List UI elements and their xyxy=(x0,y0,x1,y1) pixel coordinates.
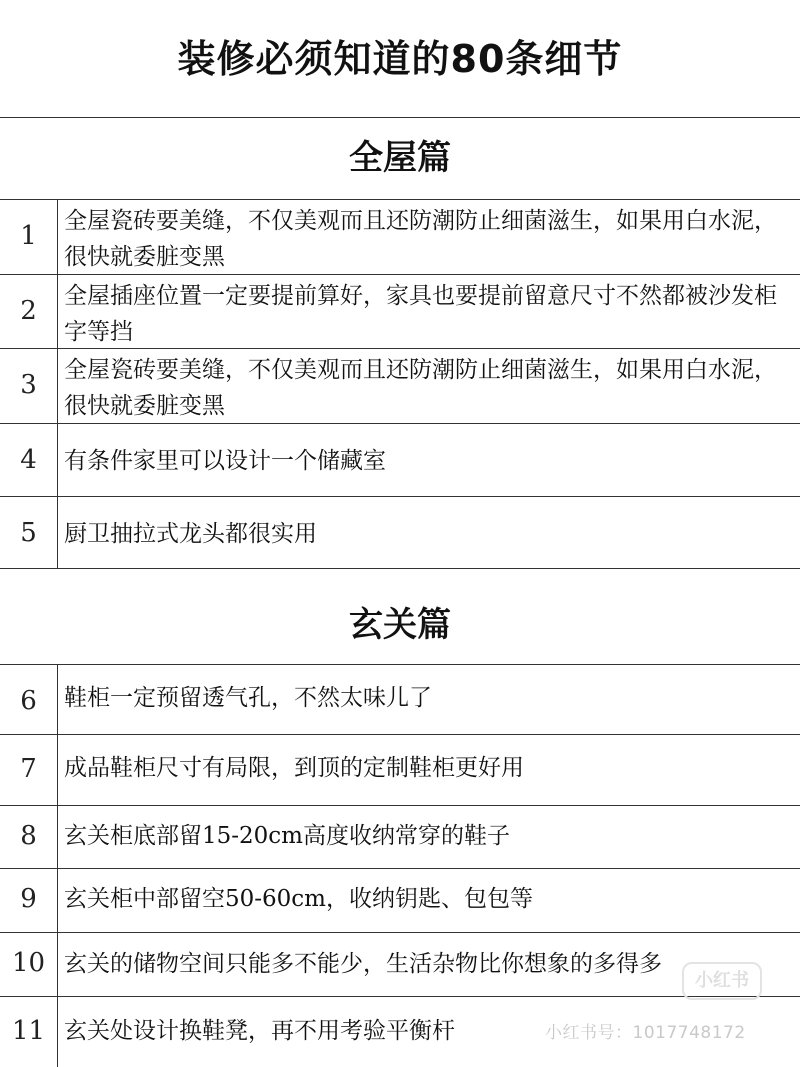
table-row xyxy=(0,664,800,734)
row-text: 全屋瓷砖要美缝，不仅美观而且还防潮防止细菌滋生，如果用白水泥，很快就委脏变黑 xyxy=(64,208,777,270)
row-number: 3 xyxy=(20,370,37,400)
table-row xyxy=(0,496,800,568)
row-text: 玄关柜底部留15-20cm高度收纳常穿的鞋子 xyxy=(64,823,510,849)
page-title: 装修必须知道的80条细节 xyxy=(177,37,623,81)
watermark-logo: 小红书 xyxy=(682,962,762,1000)
table-row xyxy=(0,423,800,496)
row-number: 4 xyxy=(20,445,37,475)
table-row xyxy=(0,932,800,996)
row-number: 2 xyxy=(20,296,37,326)
row-text: 全屋瓷砖要美缝，不仅美观而且还防潮防止细菌滋生，如果用白水泥，很快就委脏变黑 xyxy=(64,357,777,419)
watermark-text: 小红书号：1017748172 xyxy=(545,1023,746,1043)
row-text: 鞋柜一定预留透气孔，不然太味儿了 xyxy=(64,685,432,711)
section-title: 全屋篇 xyxy=(349,138,451,178)
table-row xyxy=(0,868,800,932)
row-text: 玄关的储物空间只能多不能少，生活杂物比你想象的多得多 xyxy=(64,951,662,977)
row-text: 厨卫抽拉式龙头都很实用 xyxy=(64,521,317,547)
table-row xyxy=(0,199,800,274)
row-text: 全屋插座位置一定要提前算好，家具也要提前留意尺寸不然都被沙发柜字等挡 xyxy=(64,283,777,345)
table-row xyxy=(0,734,800,805)
row-text: 有条件家里可以设计一个储藏室 xyxy=(64,448,386,474)
row-number: 10 xyxy=(11,948,46,978)
row-text: 成品鞋柜尺寸有局限，到顶的定制鞋柜更好用 xyxy=(64,755,524,781)
row-number: 9 xyxy=(20,884,37,914)
row-number: 8 xyxy=(20,821,37,851)
divider xyxy=(0,117,800,118)
row-text: 玄关处设计换鞋凳，再不用考验平衡杆 xyxy=(64,1018,455,1044)
row-number: 5 xyxy=(20,518,37,548)
divider xyxy=(0,568,800,569)
table-row xyxy=(0,348,800,423)
row-text: 玄关柜中部留空50-60cm，收纳钥匙、包包等 xyxy=(64,886,533,912)
row-number: 6 xyxy=(20,686,37,716)
row-number: 7 xyxy=(20,754,37,784)
table-row xyxy=(0,805,800,868)
section-title: 玄关篇 xyxy=(349,605,451,645)
row-number: 1 xyxy=(20,221,37,251)
table-row xyxy=(0,274,800,348)
row-number: 11 xyxy=(11,1016,46,1046)
